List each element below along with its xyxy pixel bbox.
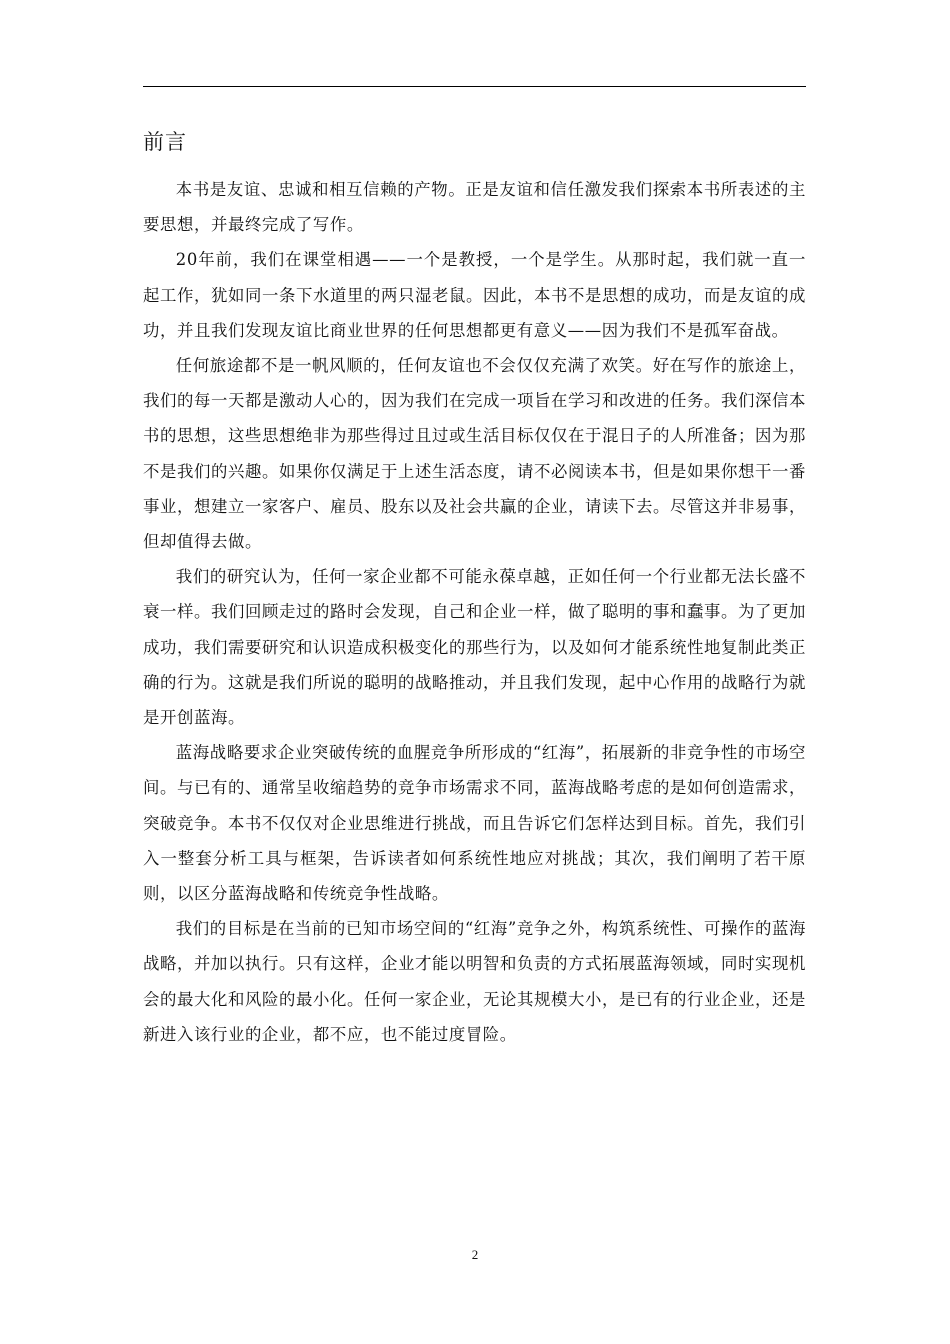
paragraph-2: 20年前，我们在课堂相遇——一个是教授，一个是学生。从那时起，我们就一直一起工作，犹如同一条下水道里的两只湿老鼠。因此，本书不是思想的成功，而是友谊的成功，并且我们发现友谊比商业世界的任何思想都更有意义——因为我们不是孤军奋战。 [143,250,806,340]
page-number: 2 [471,1247,479,1262]
section-heading: 前言 [143,130,187,154]
header-rule [143,86,806,87]
paragraph-5: 蓝海战略要求企业突破传统的血腥竞争所形成的“红海”，拓展新的非竞争性的市场空间。与已有的、通常呈收缩趋势的竞争市场需求不同，蓝海战略考虑的是如何创造需求，突破竞争。本书不仅仅对企业思维进行挑战，而且告诉它们怎样达到目标。首先，我们引入一整套分析工具与框架，告诉读者如何系统性地应对挑战；其次，我们阐明了若干原则，以区分蓝海战略和传统竞争性战略。 [143,743,806,904]
paragraph-6: 我们的目标是在当前的已知市场空间的“红海”竞争之外，构筑系统性、可操作的蓝海战略，并加以执行。只有这样，企业才能以明智和负责的方式拓展蓝海领域，同时实现机会的最大化和风险的最小化。任何一家企业，无论其规模大小，是已有的行业企业，还是新进入该行业的企业，都不应，也不能过度冒险。 [143,919,806,1044]
paragraph-1: 本书是友谊、忠诚和相互信赖的产物。正是友谊和信任激发我们探索本书所表述的主要思想，并最终完成了写作。 [143,180,806,235]
paragraph-3: 任何旅途都不是一帆风顺的，任何友谊也不会仅仅充满了欢笑。好在写作的旅途上，我们的每一天都是激动人心的，因为我们在完成一项旨在学习和改进的任务。我们深信本书的思想，这些思想绝非为那些得过且过或生活目标仅仅在于混日子的人所准备；因为那不是我们的兴趣。如果你仅满足于上述生活态度，请不必阅读本书，但是如果你想干一番事业，想建立一家客户、雇员、股东以及社会共赢的企业，请读下去。尽管这并非易事，但却值得去做。 [143,356,806,552]
body-text [143,172,806,1052]
paragraph-4: 我们的研究认为，任何一家企业都不可能永葆卓越，正如任何一个行业都无法长盛不衰一样。我们回顾走过的路时会发现，自己和企业一样，做了聪明的事和蠢事。为了更加成功，我们需要研究和认识造成积极变化的那些行为，以及如何才能系统性地复制此类正确的行为。这就是我们所说的聪明的战略推动，并且我们发现，起中心作用的战略行为就是开创蓝海。 [143,567,806,728]
